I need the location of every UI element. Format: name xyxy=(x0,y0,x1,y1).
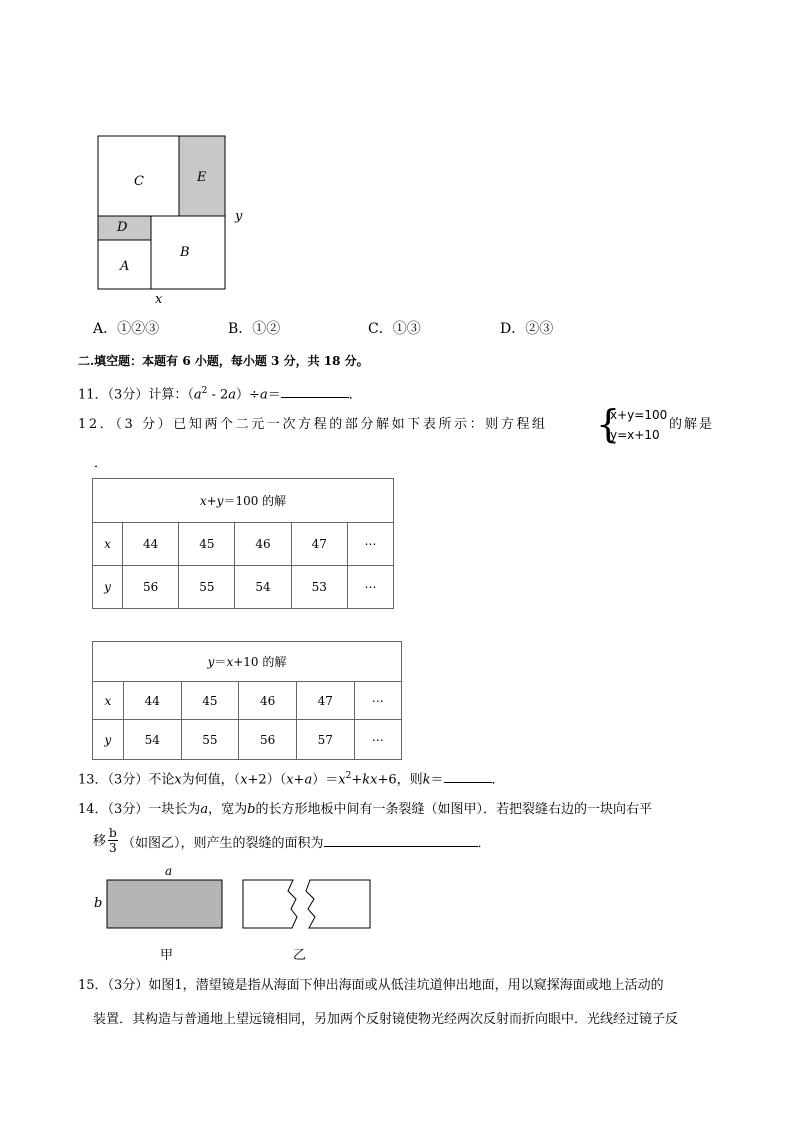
option-c: C．①③ xyxy=(368,321,421,337)
table-row: y 56 55 54 53 ⋯ xyxy=(93,566,394,609)
answer-blank-11[interactable] xyxy=(281,384,349,398)
option-b: B．①② xyxy=(228,321,281,337)
label-b: B xyxy=(180,245,190,260)
question-14-move: 移 xyxy=(93,834,107,849)
rect-jia xyxy=(107,880,222,928)
question-15-line2: 装置．其构造与普通地上望远镜相同，另加两个反射镜使物光经两次反射而折向眼中．光线经过镜子反 xyxy=(93,1012,679,1027)
crack-diagram xyxy=(104,877,376,933)
question-12-text: 12．（3 分）已知两个二元一次方程的部分解如下表所示：则方程组 xyxy=(78,417,548,432)
brace-icon: { xyxy=(596,402,621,446)
label-d: D xyxy=(117,220,128,235)
label-c: C xyxy=(134,174,144,189)
table-row: x 44 45 46 47 ⋯ xyxy=(93,523,394,566)
question-13: 13．（3分）不论x为何值，$(x+2)(x+a)=x^2+kx+6$，则k＝ ． xyxy=(78,771,505,788)
piece-right xyxy=(306,880,370,928)
label-a: A xyxy=(120,259,130,274)
answer-blank-14[interactable] xyxy=(324,833,478,847)
section-heading: 二.填空题：本题有 6 小题，每小题 3 分，共 18 分。 xyxy=(78,354,369,368)
option-d: D．②③ xyxy=(500,321,554,337)
piece-left xyxy=(243,880,297,928)
equation-2: y=x+10 xyxy=(610,428,660,442)
question-14-line1: 14．（3分）一块长为a，宽为b的长方形地板中间有一条裂缝（如图甲）．若把裂缝右边的一块向右平 xyxy=(78,802,652,817)
table1-title: x+y＝100 的解 xyxy=(93,479,394,523)
option-a: A．①②③ xyxy=(93,321,160,337)
question-15-line1: 15．（3分）如图1，潜望镜是指从海面下伸出海面或从低洼坑道伸出地面，用以窥探海面或地上活动的 xyxy=(78,978,664,993)
solution-table-1 xyxy=(92,478,394,609)
crack-label-b: b xyxy=(94,896,103,911)
question-12-suffix: 的解是 xyxy=(669,417,715,432)
fraction-b-over-3: $\frac{b}{3}$ xyxy=(109,826,117,855)
caption-yi: 乙 xyxy=(293,948,307,963)
answer-blank-13[interactable] xyxy=(444,769,492,783)
question-11: 11．（3分）计算：$(a^2 - 2a)\div a=$ ． xyxy=(78,386,362,403)
caption-jia: 甲 xyxy=(160,948,174,963)
equation-1: x+y=100 xyxy=(610,408,668,422)
equation-system xyxy=(610,405,667,445)
question-12-end: ． xyxy=(94,456,108,471)
table-row: x 44 45 46 47 ⋯ xyxy=(93,682,402,720)
question-14-line2: （如图乙），则产生的裂缝的面积为 ． xyxy=(122,833,491,853)
figure-crack xyxy=(104,877,376,933)
table-row: y 54 55 56 57 ⋯ xyxy=(93,720,402,760)
table2-title: y＝x+10 的解 xyxy=(93,642,402,682)
label-e: E xyxy=(197,170,207,185)
solution-table-2 xyxy=(92,641,402,760)
crack-label-a: a xyxy=(165,864,173,878)
label-y: y xyxy=(235,209,243,224)
label-x: x xyxy=(155,292,163,307)
